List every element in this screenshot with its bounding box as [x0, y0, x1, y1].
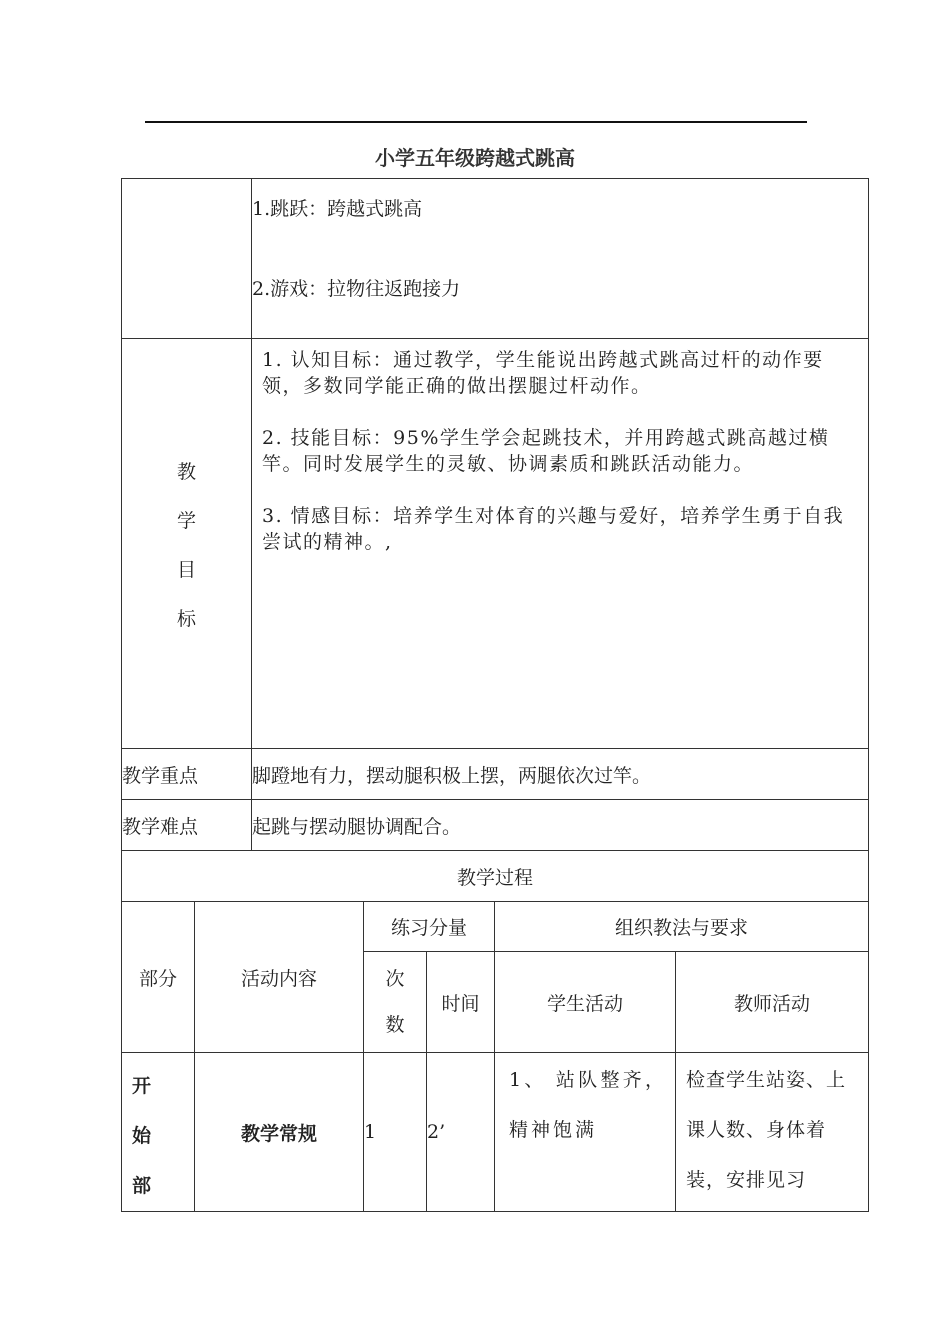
header-student: 学生活动	[495, 952, 676, 1053]
row-part-char: 部	[132, 1175, 152, 1197]
document-title: 小学五年级跨越式跳高	[375, 146, 575, 170]
objectives-label-char: 教	[176, 460, 196, 483]
difficulty-label: 教学难点	[122, 800, 252, 851]
row-part-char: 始	[132, 1125, 152, 1147]
header-times-char: 次	[385, 968, 405, 990]
objectives-label-char: 学	[176, 509, 196, 532]
content-cell	[252, 179, 869, 339]
header-times-char: 数	[385, 1014, 405, 1036]
objectives-label-char: 标	[176, 607, 196, 630]
content-row	[122, 179, 869, 339]
header-method: 组织教法与要求	[495, 902, 869, 952]
key-point-text: 脚蹬地有力，摆动腿积极上摆，两腿依次过竿。	[252, 749, 869, 800]
row-duration: 2’	[427, 1053, 495, 1212]
objectives-label	[122, 339, 252, 749]
difficulty-row	[122, 800, 869, 851]
header-activity: 活动内容	[195, 902, 364, 1053]
objectives-label-char: 目	[176, 558, 196, 581]
objective-cognitive: 1. 认知目标：通过教学，学生能说出跨越式跳高过杆的动作要领，多数同学能正确的做出摆腿过杆动作。	[262, 349, 824, 397]
row-teacher-activity: 检查学生站姿、上课人数、身体着装，安排见习	[676, 1053, 869, 1212]
objective-skill: 2. 技能目标：95%学生学会起跳技术，并用跨越式跳高越过横竿。同时发展学生的灵敏、协调素质和跳跃活动能力。	[262, 427, 830, 475]
header-teacher: 教师活动	[676, 952, 869, 1053]
content-item: 1.跳跃：跨越式跳高	[252, 197, 423, 220]
difficulty-text: 起跳与摆动腿协调配合。	[252, 800, 869, 851]
objectives-cell	[252, 339, 869, 749]
process-row	[122, 1053, 869, 1212]
row-part-char: 开	[132, 1075, 152, 1097]
header-part: 部分	[122, 902, 195, 1053]
header-load: 练习分量	[364, 902, 495, 952]
row-times: 1	[364, 1053, 427, 1212]
row-student-activity: 1、 站队整齐，精神饱满	[495, 1053, 676, 1212]
header-rule	[145, 121, 807, 123]
process-heading-row	[122, 851, 869, 902]
row-part	[122, 1053, 195, 1212]
process-heading: 教学过程	[122, 851, 869, 902]
key-point-row	[122, 749, 869, 800]
content-item: 2.游戏：拉物往返跑接力	[252, 277, 461, 300]
process-header-row	[122, 902, 869, 952]
key-point-label: 教学重点	[122, 749, 252, 800]
row-activity: 教学常规	[195, 1053, 364, 1212]
objectives-row	[122, 339, 869, 749]
content-label-cell	[122, 179, 252, 339]
header-times	[364, 952, 427, 1053]
objective-affective: 3. 情感目标：培养学生对体育的兴趣与爱好，培养学生勇于自我尝试的精神。,	[262, 505, 845, 553]
lesson-plan-table	[121, 178, 869, 1212]
header-duration: 时间	[427, 952, 495, 1053]
